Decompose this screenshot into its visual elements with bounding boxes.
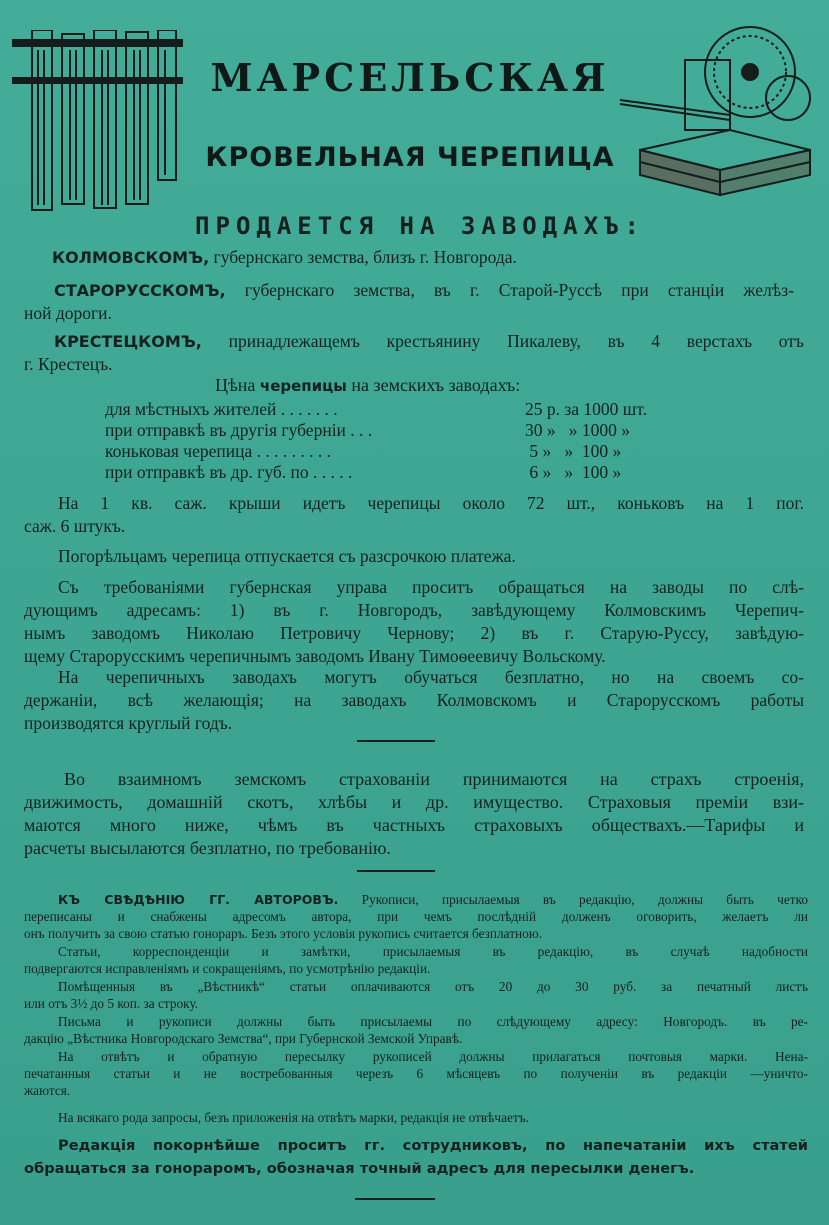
training-line3: производятся круглый годъ. — [24, 713, 233, 733]
training-line2: держаніи, всѣ желающія; на заводахъ Колмовскомъ и Старорусскомъ работы — [24, 690, 804, 710]
divider — [357, 870, 435, 872]
requests-line1: Съ требованіями губернская управа проситъ обращаться на заводы по слѣ- — [58, 577, 804, 597]
insurance-line2: движимость, домашній скотъ, хлѣбы и др. имущество. Страховыя преміи взи- — [24, 792, 804, 812]
title-sold-at-factories: ПРОДАЕТСЯ НА ЗАВОДАХЪ: — [195, 212, 645, 240]
authors-line: Статьи, корреспонденціи и замѣтки, присылаемыя въ редакцію, въ случаѣ надобности — [58, 944, 808, 959]
factory-staraya-russa: СТАРОРУССКОМЪ, губернскаго земства, въ г. Старой-Руссѣ при станціи желѣз- — [54, 280, 794, 300]
insurance-line4: расчеты высылаются безплатно, по требованію. — [24, 838, 391, 858]
price-row: для мѣстныхъ жителей . . . . . . . 25 р. за 1000 шт. — [105, 399, 647, 419]
requests-line3: нымъ заводомъ Николаю Петровичу Чернову; 2) въ г. Старую-Руссу, завѣдую- — [24, 623, 804, 643]
requests-line2: дующимъ адресамъ: 1) въ г. Новгородъ, завѣдующему Колмовскимъ Черепич- — [24, 600, 804, 620]
authors-line: подвергаются исправленіямъ и сокращеніямъ, по усмотрѣнію редакціи. — [24, 961, 431, 976]
requests-line4: щему Старорусскимъ черепичнымъ заводомъ Ивану Тимоѳеевичу Вольскому. — [24, 646, 606, 666]
authors-line: На отвѣтъ и обратную пересылку рукописей должны прилагаться почтовыя марки. Нена- — [58, 1049, 808, 1064]
authors-line: Помѣщенныя въ „Вѣстникѣ“ статьи оплачиваются отъ 20 до 30 руб. за печатный листъ — [58, 979, 808, 994]
authors-line: или отъ 3½ до 5 коп. за строку. — [24, 996, 199, 1011]
title-roof-tile: КРОВЕЛЬНАЯ ЧЕРЕПИЦА — [205, 142, 615, 173]
closing-line1: Редакція покорнѣйше проситъ гг. сотрудниковъ, по напечатаніи ихъ статей — [58, 1137, 808, 1154]
authors-line: жаются. — [24, 1083, 71, 1098]
title-marseille: МАРСЕЛЬСКАЯ — [210, 55, 610, 100]
authors-line: печатанныя статьи и не востребованныя черезъ 6 мѣсяцевъ по полученіи въ редакціи —уничто- — [24, 1066, 808, 1081]
fire-victims-note: Погорѣльцамъ черепица отпускается съ разсрочкою платежа. — [58, 546, 516, 566]
price-row: при отправкѣ въ другія губерніи . . . 30 » » 1000 » — [105, 420, 630, 440]
closing-line2: обращаться за гонораромъ, обозначая точный адресъ для пересылки денегъ. — [24, 1160, 695, 1177]
authors-line: дакцію „Вѣстника Новгородскаго Земства“, при Губернской Земской Управѣ. — [24, 1031, 463, 1046]
price-row: коньковая черепица . . . . . . . . . 5 » » 100 » — [105, 441, 622, 461]
insurance-line1: Во взаимномъ земскомъ страхованіи принимаются на страхъ строенія, — [64, 769, 804, 789]
authors-lead: КЪ СВѢДѢНІЮ ГГ. АВТОРОВЪ. Рукописи, присылаемыя въ редакцію, должны быть четко — [58, 892, 809, 907]
divider — [355, 1198, 435, 1200]
factory-krestsy-cont: г. Крестецъ. — [24, 354, 113, 374]
price-heading: Цѣна черепицы на земскихъ заводахъ: — [215, 375, 521, 395]
factory-kolmovo: КОЛМОВСКОМЪ, губернскаго земства, близъ г. Новгорода. — [52, 247, 517, 267]
authors-line: Письма и рукописи должны быть присылаемы по слѣдующему адресу: Новгородъ. въ ре- — [58, 1014, 808, 1029]
factory-krestsy: КРЕСТЕЦКОМЪ, принадлежащемъ крестьянину Пикалеву, въ 4 верстахъ отъ — [54, 331, 804, 351]
roof-coverage-line2: саж. 6 штукъ. — [24, 516, 126, 536]
roof-tiles-illustration — [12, 30, 187, 215]
authors-line: переписаны и снабжены адресомъ автора, при чемъ послѣдній долженъ оговорить, желаетъ ли — [24, 909, 808, 924]
tile-press-illustration — [610, 20, 815, 200]
divider — [357, 740, 435, 742]
roof-coverage-line1: На 1 кв. саж. крыши идетъ черепицы около 72 шт., коньковъ на 1 пог. — [58, 493, 804, 513]
insurance-line3: маются много ниже, чѣмъ въ частныхъ страховыхъ обществахъ.—Тарифы и — [24, 815, 804, 835]
factory-staraya-russa-cont: ной дороги. — [24, 303, 112, 323]
price-row: при отправкѣ въ др. губ. по . . . . . 6 » » 100 » — [105, 462, 622, 482]
training-line1: На черепичныхъ заводахъ могутъ обучаться безплатно, но на своемъ со- — [58, 667, 804, 687]
no-reply-note: На всякаго рода запросы, безъ приложенія на отвѣтъ марки, редакція не отвѣчаетъ. — [58, 1110, 529, 1125]
authors-line: онъ получить за свою статью гонораръ. Безъ этого условія рукопись считается безплатною. — [24, 926, 543, 941]
